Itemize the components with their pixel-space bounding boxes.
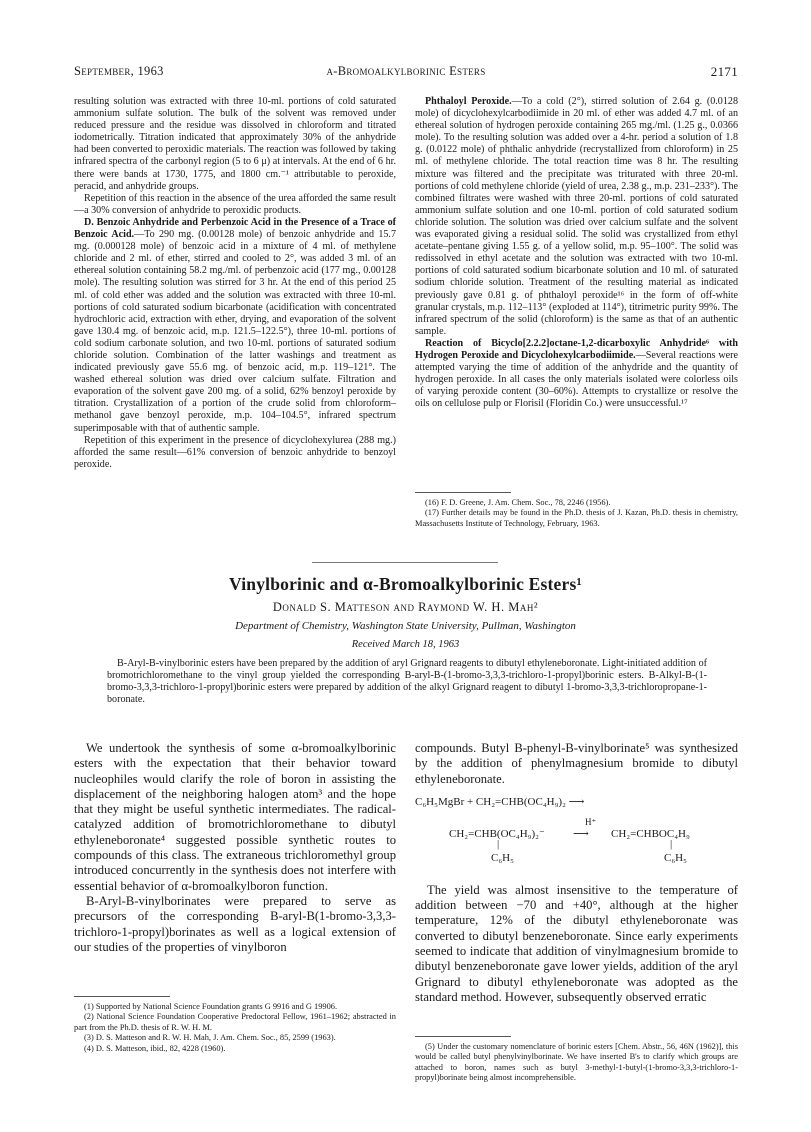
affiliation: Department of Chemistry, Washington State University, Pullman, Washington bbox=[235, 620, 576, 632]
scheme-substituent: C₆H₅ bbox=[664, 851, 687, 864]
page-number: 2171 bbox=[710, 64, 738, 79]
section-d-heading: D. Benzoic Anhydride and Perbenzoic Acid in the Presence of a Trace of Benzoic Acid. bbox=[74, 216, 396, 241]
top-left-column bbox=[74, 96, 396, 471]
body-left-column bbox=[74, 741, 396, 955]
footnote: (5) Under the customary nomenclature of borinic esters [Chem. Abstr., 56, 46N (1962)], this would be called butyl phenylvinylborinate. We have inserted B's to clarify which groups are attached to boron, names such as butyl 3-methyl-1-butyl-(1-bromo-3,3,3-trichloro-1-propyl)borinate being almost incomprehensible. bbox=[415, 1042, 738, 1083]
paragraph: Repetition of this experiment in the presence of dicyclohexylurea (288 mg.) afforded the same result—61% conversion of benzoic anhydride to benzoyl peroxide. bbox=[74, 434, 396, 470]
scheme-substituent: C₆H₅ bbox=[491, 851, 514, 864]
top-footnotes bbox=[415, 492, 738, 529]
scheme-product: CH₂=CHBOC₄H₉ bbox=[611, 827, 690, 840]
paragraph: We undertook the synthesis of some α-bromoalkylborinic esters with the expectation that their behavior toward nucleophiles would clarify the role of boron in assisting the displacement of the neighboring halogen atom³ and the hope that they might be useful synthetic intermediates. The radical-catalyzed addition of bromotrichloromethane to dibutyl ethyleneboronate⁴ suggested possible synthetic routes to compounds of this class. The extraneous trichloromethyl group introduced concurrently in the synthesis does not interfere with essential behavior of α-bromoalkylboron function. bbox=[74, 741, 396, 893]
bicyclo-heading: Reaction of Bicyclo[2.2.2]octane-1,2-dicarboxylic Anhydride⁶ with Hydrogen Peroxide and Dicyclohexylcarbodiimide. bbox=[415, 337, 738, 361]
top-right-column bbox=[415, 96, 738, 410]
article-title: Vinylborinic and α-Bromoalkylborinic Esters¹ bbox=[229, 574, 582, 594]
paragraph: The yield was almost insensitive to the temperature of addition between −70 and +40°, although at the higher temperature, 12% of the dibutyl ethyleneboronate was converted to dibutyl benzeneboronate. Since early experiments seemed to indicate that addition of vinylmagnesium bromide to dibutyl benzeneboronate gave lower yields, addition of the aryl Grignard to dibutyl ethyleneboronate was adopted as the standard method. However, subsequently observed erratic bbox=[415, 882, 738, 1004]
scheme-catalyst: H⁺ bbox=[585, 816, 597, 827]
bicyclo-text: —Several reactions were attempted varying the time of addition of the anhydride and the quantity of hydrogen peroxide. In all cases the only materials isolated were colorless oils of varying peroxide content (30–60%). Attempts to crystallize or resolve the oils on cellulose pulp or Florisil (Floridin Co.) were unsuccessful.¹⁷ bbox=[415, 349, 738, 410]
abstract bbox=[107, 658, 707, 706]
phthaloyl-text: —To a cold (2°), stirred solution of 2.64 g. (0.0128 mole) of dicyclohexylcarbodiimide in 20 ml. of ether was added 4.7 ml. of an ethereal solution of hydrogen peroxide containing 265 mg./ml. (1.25 g., 0.0366 mole). To the resulting solution was added over a 4-hr. period a solution of 1.8 g. (0.0122 mole) of phthalic anhydride (recrystallized from chloroform) in 25 ml. of methylene chloride. The total reaction time was 8 hr. The resulting mixture was filtered and the precipitate was triturated with three 20-ml. portions of cold methylene chloride (yield of urea, 2.38 g., m.p. 231–233°). The combined filtrates were washed with three 20-ml. portions of cold saturated ammonium sulfate solution and one 10-ml. portion of cold saturated sodium chloride solution. The solution was dried over calcium sulfate and the solvent was evaporated giving a residual solid. The solid was crystallized from ethyl acetate–pentane giving 1.55 g. of a yellow solid, m.p. 95–100°. The solid was redissolved in ethyl acetate and the solution was extracted with two 10-ml. portions of cold saturated sodium bicarbonate solution and 10 ml. of saturated sodium chloride solution. Treatment of the resulting material as indicated previously gave 0.81 g. of phthaloyl peroxide¹⁶ in the form of off-white granular crystals, m.p. 112–113° (exploded at 114°), titrimetric purity 99%. The infrared spectrum of the solid (chloroform) is the same as that of an authentic sample. bbox=[415, 96, 738, 337]
bottom-right-footnotes bbox=[415, 1036, 738, 1084]
paragraph: compounds. Butyl B-phenyl-B-vinylborinate⁵ was synthesized by the addition of phenylmagnesium bromide to dibutyl ethyleneboronate. bbox=[415, 741, 738, 786]
running-head-title: α-Bromoalkylborinic Esters bbox=[326, 64, 486, 78]
bond-line: | bbox=[670, 837, 673, 850]
reaction-scheme bbox=[415, 787, 738, 883]
footnote: (16) F. D. Greene, J. Am. Chem. Soc., 78, 2246 (1956). bbox=[425, 498, 611, 507]
bottom-left-footnotes bbox=[74, 996, 396, 1054]
footnote: (3) D. S. Matteson and R. W. H. Mah, J. Am. Chem. Soc., 85, 2599 (1963). bbox=[84, 1033, 336, 1043]
article-separator bbox=[312, 562, 498, 563]
footnote-rule bbox=[415, 492, 511, 493]
bond-line: | bbox=[497, 837, 500, 850]
received-date: Received March 18, 1963 bbox=[351, 639, 460, 650]
footnote: (4) D. S. Matteson, ibid., 82, 4228 (1960). bbox=[84, 1043, 226, 1053]
abstract-text: B-Aryl-B-vinylborinic esters have been prepared by the addition of aryl Grignard reagents to dibutyl ethyleneboronate. Light-initiated addition of bromotrichloromethane to the vinyl group yielded the corresponding B-aryl-B-(1-bromo-3,3,3-trichloro-1-propyl)borinic esters. B-Alkyl-B-(1-bromo-3,3,3-trichloro-1-propyl)borinic esters were prepared by addition of the alkyl Grignard reagent to dibutyl 1-bromo-3,3,3-trichloropropane-1-boronate. bbox=[107, 658, 707, 706]
scheme-arrow: ⟶ bbox=[573, 827, 589, 840]
footnote: (2) National Science Foundation Cooperative Predoctoral Fellow, 1961–1962; abstracted in part from the Ph.D. thesis of R. W. H. M. bbox=[74, 1012, 396, 1032]
section-d-paragraph bbox=[74, 217, 396, 435]
phthaloyl-heading: Phthaloyl Peroxide. bbox=[425, 96, 512, 107]
footnote: (1) Supported by National Science Foundation grants G 9916 and G 19906. bbox=[84, 1002, 338, 1011]
footnote-rule bbox=[415, 1036, 511, 1037]
body-right-column bbox=[415, 741, 738, 1005]
section-d-text: —To 290 mg. (0.00128 mole) of benzoic anhydride and 15.7 mg. (0.000128 mole) of benzoic acid in a mixture of 4 ml. of methylene chloride and 2 ml. of ether, stirred and cooled to 2°, was added 3 ml. of an ethereal solution containing 58.2 mg./ml. of perbenzoic acid (177 mg., 0.00128 mole). The resulting solution was stirred for 3 hr. At the end of this period 25 ml. of cold ether was added and the solution was extracted with three 10-ml. portions of cold saturated sodium bicarbonate (acidification with concentrated hydrochloric acid, extraction with ether, drying, and evaporation of the solvent gave 130.4 mg. of benzoic acid, m.p. 121.5–122.5°), three 10-ml. portions of cold sodium carbonate solution, and two 10-ml. portions of saturated sodium chloride solution. Combination of the latter washings and treatment as indicated previously gave 55.6 mg. of benzoic acid, m.p. 119–121°. The washed ethereal solution was dried over calcium sulfate. Filtration and evaporation of the solvent gave 200 mg. of a solid, 62% benzoyl peroxide by titration. Crystallization of a portion of the crude solid from chloroform–methanol gave benzoyl peroxide, m.p. 104–104.5°, infrared spectrum superimposable with that of authentic sample. bbox=[74, 229, 396, 434]
bicyclo-paragraph bbox=[415, 338, 738, 411]
scheme-intermediate: CH₂=CHB(OC₄H₉)₂⁻ bbox=[449, 827, 545, 840]
running-head-date: September, 1963 bbox=[74, 64, 164, 78]
phthaloyl-paragraph bbox=[415, 96, 738, 338]
scheme-reactants: C₆H₅MgBr + CH₂=CHB(OC₄H₉)₂ ⟶ bbox=[415, 795, 585, 808]
footnote-rule bbox=[74, 996, 170, 997]
authors: Donald S. Matteson and Raymond W. H. Mah² bbox=[272, 600, 539, 614]
running-head bbox=[74, 64, 738, 80]
paragraph: resulting solution was extracted with three 10-ml. portions of cold saturated ammonium sulfate solution. The bulk of the solvent was removed under reduced pressure and the residue was dissolved in chloroform and titrated iodometrically. Titration indicated that approximately 30% of the anhydride had been converted to peroxidic materials. The reaction was followed by taking infrared spectra of the carbonyl region (5 to 6 μ) at intervals. At the end of 6 hr. there were bands at 1730, 1775, and 1800 cm.⁻¹ attributable to peroxide, peracid, and anhydride groups. bbox=[74, 96, 396, 192]
paragraph: B-Aryl-B-vinylborinates were prepared to serve as precursors of the corresponding B-aryl-B(1-bromo-3,3,3-trichloro-1-propyl)borinates as well as a logical extension of our studies of the properties of vinylboron bbox=[74, 893, 396, 954]
footnote: (17) Further details may be found in the Ph.D. thesis of J. Kazan, Ph.D. thesis in chemistry, Massachusetts Institute of Technology, February, 1963. bbox=[415, 508, 738, 528]
paragraph: Repetition of this reaction in the absence of the urea afforded the same result—a 30% conversion of anhydride to peroxidic products. bbox=[74, 192, 396, 216]
